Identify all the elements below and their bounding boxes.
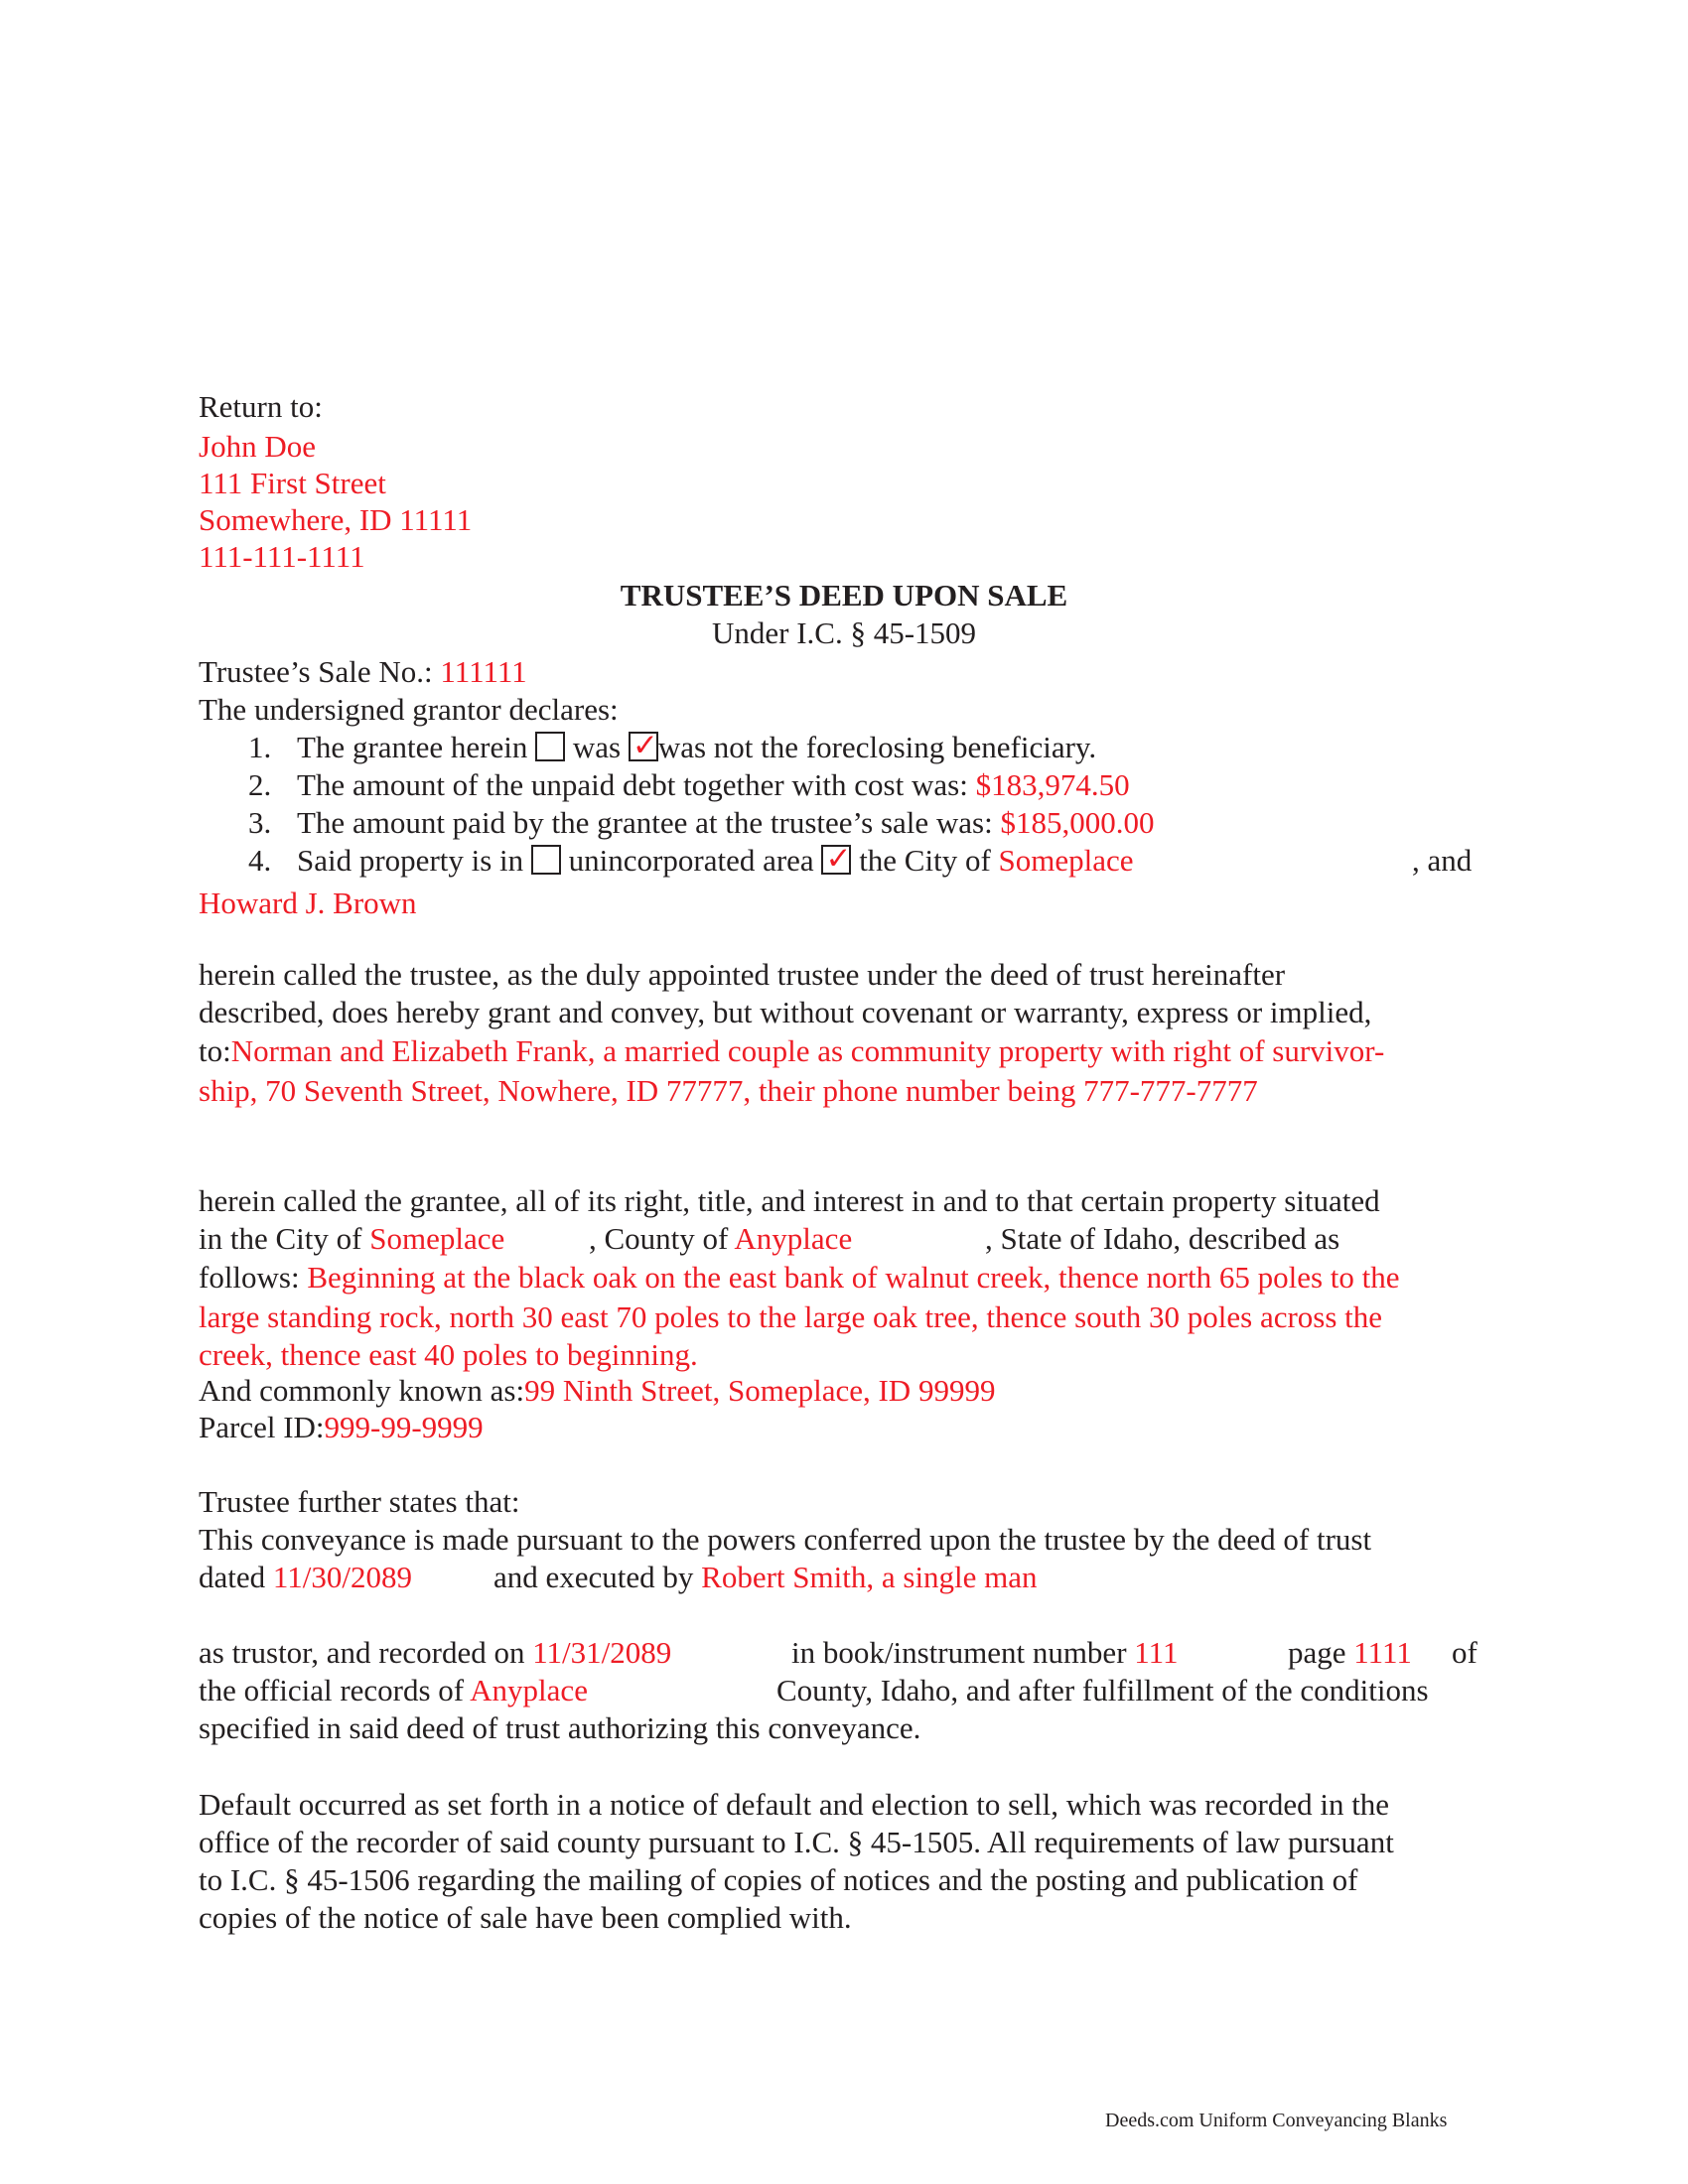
item-4-text-a: Said property is in (297, 843, 524, 878)
para2-state: , State of Idaho, described as (985, 1221, 1340, 1256)
para1-line2: described, does hereby grant and convey, but without covenant or warranty, express or implied, (199, 995, 1372, 1029)
para4-line4: copies of the notice of sale have been complied with. (199, 1900, 852, 1935)
sale-no-value: 111111 (440, 654, 527, 689)
footer-text: Deeds.com Uniform Conveyancing Blanks (1105, 2110, 1448, 2131)
recorded-date: 11/31/2089 (532, 1635, 672, 1670)
para4-line1: Default occurred as set forth in a notice of default and election to sell, which was recorded in the (199, 1787, 1390, 1822)
legal-line2: large standing rock, north 30 east 70 poles to the large oak tree, thence south 30 poles across the (199, 1299, 1383, 1334)
check-icon: ✓ (825, 841, 852, 876)
document-subtitle: Under I.C. § 45-1509 (711, 615, 977, 650)
dated-line (199, 1558, 412, 1597)
return-street: 111 First Street (199, 466, 386, 500)
known-as-line (199, 1371, 995, 1411)
book-label: in book/instrument number (791, 1635, 1127, 1670)
para2-city-line (199, 1219, 504, 1259)
return-name: John Doe (199, 429, 316, 464)
follows-label: follows: (199, 1260, 300, 1295)
parcel-id: 999-99-9999 (324, 1410, 484, 1444)
item-2 (297, 765, 1130, 805)
para2-line1: herein called the grantee, all of its right, title, and interest in and to that certain property situated (199, 1183, 1380, 1218)
executed-label: and executed by (493, 1560, 694, 1594)
unpaid-debt-amount: $183,974.50 (975, 767, 1130, 802)
para1-line3 (199, 1031, 1384, 1071)
document-title: TRUSTEE’S DEED UPON SALE (620, 578, 1068, 613)
item-1 (297, 728, 1096, 767)
page-label: page (1288, 1635, 1346, 1670)
dated-label: dated (199, 1560, 266, 1594)
item-4 (297, 841, 1134, 881)
item-1-text-a: The grantee herein (297, 730, 528, 764)
item-4-text-c: the City of (859, 843, 991, 878)
book-line (791, 1633, 1178, 1673)
legal-line1: Beginning at the black oak on the east bank of walnut creek, thence north 65 poles to the (307, 1260, 1400, 1295)
para4-line3: to I.C. § 45-1506 regarding the mailing of copies of notices and the posting and publication of (199, 1862, 1358, 1897)
para3-last-line: specified in said deed of trust authorizing this conveyance. (199, 1710, 921, 1745)
book-number: 111 (1134, 1635, 1179, 1670)
para3-line2: This conveyance is made pursuant to the powers conferred upon the trustee by the deed of trust (199, 1522, 1372, 1557)
trustee-name: Howard J. Brown (199, 886, 417, 920)
city-checkbox[interactable] (821, 841, 852, 876)
check-icon: ✓ (632, 728, 658, 762)
records-county: Anyplace (470, 1673, 588, 1707)
county-prefix: , County of (589, 1221, 729, 1256)
return-phone: 111-111-1111 (199, 539, 365, 574)
county-suffix: County, Idaho, and after fulfillment of the conditions (776, 1673, 1429, 1707)
item-1-text-c: was not the foreclosing beneficiary. (657, 730, 1097, 764)
parcel-label: Parcel ID: (199, 1410, 325, 1444)
to-prefix: to: (199, 1033, 231, 1068)
para2-follows-line (199, 1258, 1400, 1297)
para1-line1: herein called the trustee, as the duly appointed trustee under the deed of trust hereinafter (199, 957, 1286, 992)
return-city: Somewhere, ID 11111 (199, 502, 473, 537)
item-4-city: Someplace (998, 843, 1134, 878)
property-county: Anyplace (734, 1221, 853, 1256)
parcel-line (199, 1408, 484, 1447)
page-line (1288, 1633, 1412, 1673)
item-2-text: The amount of the unpaid debt together with cost was: (297, 767, 968, 802)
paid-amount: $185,000.00 (1000, 805, 1155, 840)
recorded-line (199, 1633, 671, 1673)
records-label: the official records of (199, 1673, 465, 1707)
trustor-name: Robert Smith, a single man (701, 1560, 1038, 1594)
item-4-and: , and (1412, 843, 1473, 878)
item-3-num: 3. (248, 805, 272, 840)
records-line (199, 1671, 588, 1710)
recorded-label: as trustor, and recorded on (199, 1635, 525, 1670)
declares-line: The undersigned grantor declares: (199, 692, 619, 727)
item-1-text-b: was (572, 730, 622, 764)
grantee-line1: Norman and Elizabeth Frank, a married couple as community property with right of survivor- (230, 1033, 1385, 1068)
sale-no-line (199, 652, 527, 692)
was-not-checkbox[interactable] (629, 728, 658, 762)
of-label: of (1452, 1635, 1477, 1670)
item-2-num: 2. (248, 767, 272, 802)
item-4-text-b: unincorporated area (568, 843, 814, 878)
known-as-value: 99 Ninth Street, Someplace, ID 99999 (524, 1373, 996, 1408)
trust-date: 11/30/2089 (272, 1560, 412, 1594)
sale-no-label: Trustee’s Sale No.: (199, 654, 433, 689)
para4-line2: office of the recorder of said county pursuant to I.C. § 45-1505. All requirements of law pursuant (199, 1825, 1394, 1859)
city-prefix: in the City of (199, 1221, 362, 1256)
item-4-num: 4. (248, 843, 272, 878)
item-1-num: 1. (248, 730, 272, 764)
grantee-line2: ship, 70 Seventh Street, Nowhere, ID 77777, their phone number being 777-777-7777 (199, 1073, 1258, 1108)
property-city: Someplace (369, 1221, 505, 1256)
legal-line3: creek, thence east 40 poles to beginning. (199, 1337, 698, 1372)
item-3-text: The amount paid by the grantee at the trustee’s sale was: (297, 805, 993, 840)
executed-line (493, 1558, 1038, 1597)
item-3 (297, 803, 1154, 843)
para3-line1: Trustee further states that: (199, 1484, 520, 1519)
was-checkbox[interactable] (535, 732, 565, 761)
known-as-label: And commonly known as: (199, 1373, 525, 1408)
return-to-label: Return to: (199, 389, 323, 424)
page-number: 1111 (1353, 1635, 1412, 1670)
unincorporated-checkbox[interactable] (531, 845, 561, 875)
para2-county (589, 1219, 852, 1259)
